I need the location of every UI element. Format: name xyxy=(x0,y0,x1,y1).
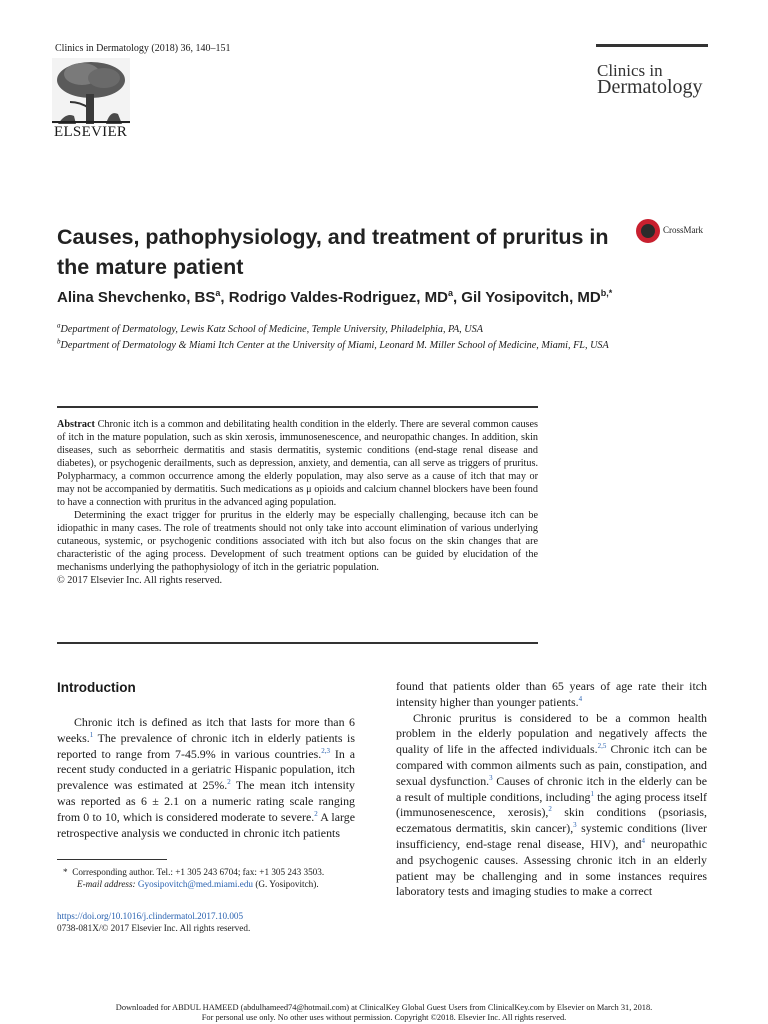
email-suffix: (G. Yosipovitch). xyxy=(255,879,319,889)
journal-citation: Clinics in Dermatology (2018) 36, 140–151 xyxy=(55,43,231,54)
author-affiliation-mark: b,* xyxy=(600,288,613,298)
abstract-copyright: © 2017 Elsevier Inc. All rights reserved. xyxy=(57,575,223,586)
download-notice-line1: Downloaded for ABDUL HAMEED (abdulhameed74@hotmail.com) at ClinicalKey Global Guest Users from ClinicalKey.com by Elsevier on March 31, 2018. xyxy=(115,1003,653,1012)
affiliation-mark: a xyxy=(57,321,61,330)
affiliation xyxy=(57,321,483,335)
abstract-label: Abstract xyxy=(57,419,95,430)
reference-link[interactable]: 3 xyxy=(489,773,493,782)
reference-link[interactable]: 2 xyxy=(314,809,318,818)
email-label: E-mail address: xyxy=(77,879,136,889)
issn-copyright: 0738-081X/© 2017 Elsevier Inc. All rights reserved. xyxy=(57,923,251,933)
publisher-name: ELSEVIER xyxy=(54,124,128,140)
affiliation xyxy=(57,337,609,351)
abstract-bottom-rule xyxy=(57,642,538,644)
crossmark-badge[interactable] xyxy=(636,219,736,243)
body-paragraph: found that patients older than 65 years of age rate their itch intensity higher than younger patients.$^4$ xyxy=(396,679,707,709)
reference-link[interactable]: 2,3 xyxy=(321,746,330,755)
affiliation-text: Department of Dermatology, Lewis Katz School of Medicine, Temple University, Philadelphia, PA, USA xyxy=(60,324,483,335)
body-column-left xyxy=(57,715,355,841)
reference-link[interactable]: 4 xyxy=(641,837,645,845)
article-identifiers xyxy=(57,910,250,934)
affiliation-text: Department of Dermatology & Miami Itch Center at the University of Miami, Leonard M. Miller School of Medicine, Miami, FL, USA xyxy=(60,340,609,351)
body-paragraph: Chronic pruritus is considered to be a common health problem in the elderly population and negatively affects the quality of life in the affected individuals.$^{2,5}$ Chronic itch can be compared with common ailments such as pain, constipation, and sexual dysfunction.$^3$ Causes of chronic itch in the elderly can be a result of multiple conditions, including$^1$ the aging process itself (immunosenescence, xerosis),$^2$ skin conditions (psoriasis, eczematous dermatitis, skin cancer),$^3$ systemic conditions (liver insufficiency, end-stage renal disease, HIV), and$^4$ neuropathic and psychogenic causes. Assessing chronic itch in an elderly patient may be challenging and in some instances requires laboratory tests and imaging studies to make a correct xyxy=(396,710,708,899)
footnote-rule xyxy=(57,859,167,860)
journal-name xyxy=(597,62,703,96)
author-name: Gil Yosipovitch, MD xyxy=(461,289,601,306)
reference-link[interactable]: 1 xyxy=(89,730,94,739)
body-column-right xyxy=(396,679,707,900)
abstract-top-rule xyxy=(57,406,538,408)
reference-link[interactable]: 4 xyxy=(578,694,583,703)
author-affiliation-mark: a xyxy=(447,288,453,298)
journal-name-line1: Clinics in xyxy=(597,61,663,80)
author-name: Rodrigo Valdes-Rodriguez, MD xyxy=(228,289,448,306)
journal-rule xyxy=(596,44,708,47)
reference-link[interactable]: 1 xyxy=(590,789,594,798)
author-affiliation-mark: a xyxy=(215,288,221,298)
section-heading: Introduction xyxy=(57,680,136,695)
footnote xyxy=(57,866,357,890)
reference-link[interactable]: 2 xyxy=(227,778,231,787)
abstract-paragraph: Chronic itch is a common and debilitating health condition in the elderly. There are several common causes of itch in the mature population, such as skin xerosis, immunosenescence, and neuropathic changes. In addition, skin diseases, such as seborrheic dermatitis and stasis dermatitis, systemic conditions (end-stage renal disease and diabetes), or psychogenic derailments, such as depression, anxiety, and dementia, can all serve as triggers of pruritus. Polypharmacy, a common occurrence among the elderly population, may also serve as a cause of itch that may or may not be accompanied by dermatitis. Such medications as μ opioids and calcium channel blockers have been found to have a connection with pruritus in the advanced aging population. xyxy=(57,419,538,508)
reference-link[interactable]: 2,5 xyxy=(597,742,607,751)
email-link[interactable]: Gyosipovitch@med.miami.edu xyxy=(137,879,254,889)
journal-name-line2: Dermatology xyxy=(597,76,703,98)
article-title: Causes, pathophysiology, and treatment of pruritus in the mature patient xyxy=(57,225,609,279)
crossmark-label: CrossMark xyxy=(663,225,703,235)
reference-link[interactable]: 3 xyxy=(573,821,577,830)
reference-link[interactable]: 2 xyxy=(548,805,552,814)
doi-link[interactable]: https://doi.org/10.1016/j.clindermatol.2017.10.005 xyxy=(57,911,244,921)
abstract-paragraph: Determining the exact trigger for pruritus in the elderly may be especially challenging, because itch can be idiopathic in many cases. The role of treatments should not only take into account elimination of various underlying cutaneous, systemic, or psychogenic conditions associated with itch but also focus on the skin changes that are characteristic of the aging process. Development of such treatment options can be guided by elucidation of the mechanisms underlying the pathophysiology of itch in the geriatric population. xyxy=(57,510,538,573)
abstract xyxy=(57,418,538,587)
footnote-mark: * xyxy=(63,867,68,877)
affiliation-mark: b xyxy=(57,337,61,346)
crossmark-icon xyxy=(636,219,660,243)
download-notice-line2: For personal use only. No other uses without permission. Copyright ©2018. Elsevier Inc. All rights reserved. xyxy=(201,1013,567,1022)
elsevier-tree-logo xyxy=(52,58,130,124)
corresponding-author: Corresponding author. Tel.: +1 305 243 6704; fax: +1 305 243 3503. xyxy=(72,867,325,877)
author-list: Alina Shevchenko, $BS^a$, Rodrigo Valdes-Rodriguez, $MD^a$, Gil Yosipovitch, $MD^{b,*}$ xyxy=(57,288,613,306)
author-name: Alina Shevchenko, BS xyxy=(57,289,216,306)
body-paragraph: Chronic itch is defined as itch that lasts for more than 6 weeks.$^1$ The prevalence of chronic itch in elderly patients is reported to range from 7-45.9% in various countries.$^{2,3}$ In a recent study conducted in a geriatric Hispanic population, itch prevalence was estimated at 25%.$^2$ The mean itch intensity was reported as 6 ± 2.1 on a numeric rating scale ranging from 0 to 10, which is considered moderate to severe.$^2$ A large retrospective analysis we conducted in chronic itch patients xyxy=(57,715,355,840)
